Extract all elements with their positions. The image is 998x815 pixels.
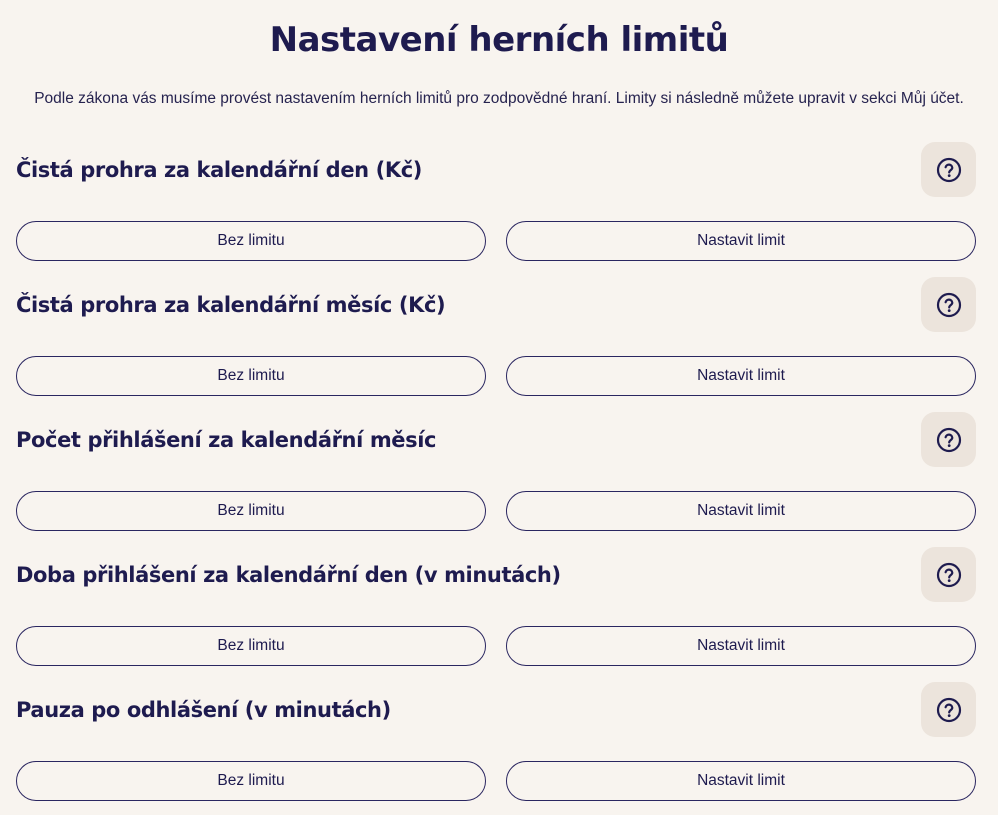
help-button[interactable] xyxy=(921,682,976,737)
limit-section-login-count xyxy=(16,412,976,537)
limit-section-logout-pause xyxy=(16,682,976,807)
help-button[interactable] xyxy=(921,412,976,467)
set-limit-button[interactable]: Nastavit limit xyxy=(506,221,976,261)
limit-section-login-duration xyxy=(16,547,976,672)
no-limit-button[interactable]: Bez limitu xyxy=(16,491,486,531)
help-button[interactable] xyxy=(921,142,976,197)
question-circle-icon xyxy=(936,157,962,183)
question-circle-icon xyxy=(936,697,962,723)
page-title: Nastavení herních limitů xyxy=(269,20,729,60)
set-limit-button[interactable]: Nastavit limit xyxy=(506,626,976,666)
set-limit-button[interactable]: Nastavit limit xyxy=(506,356,976,396)
intro-text: Podle zákona vás musíme provést nastavením herních limitů pro zodpovědné hraní. Limity si následně můžete upravit v sekci Můj účet. xyxy=(34,90,964,107)
help-button[interactable] xyxy=(921,277,976,332)
section-title: Čistá prohra za kalendářní měsíc (Kč) xyxy=(16,293,446,317)
question-circle-icon xyxy=(936,562,962,588)
no-limit-button[interactable]: Bez limitu xyxy=(16,626,486,666)
help-button[interactable] xyxy=(921,547,976,602)
limit-section-monthly-loss xyxy=(16,277,976,402)
set-limit-button[interactable]: Nastavit limit xyxy=(506,761,976,801)
limit-section-daily-loss xyxy=(16,142,976,267)
section-title: Počet přihlášení za kalendářní měsíc xyxy=(16,428,437,452)
no-limit-button[interactable]: Bez limitu xyxy=(16,221,486,261)
section-title: Doba přihlášení za kalendářní den (v minutách) xyxy=(16,563,561,587)
question-circle-icon xyxy=(936,427,962,453)
section-title: Čistá prohra za kalendářní den (Kč) xyxy=(16,158,422,182)
section-title: Pauza po odhlášení (v minutách) xyxy=(16,698,391,722)
no-limit-button[interactable]: Bez limitu xyxy=(16,356,486,396)
set-limit-button[interactable]: Nastavit limit xyxy=(506,491,976,531)
question-circle-icon xyxy=(936,292,962,318)
no-limit-button[interactable]: Bez limitu xyxy=(16,761,486,801)
